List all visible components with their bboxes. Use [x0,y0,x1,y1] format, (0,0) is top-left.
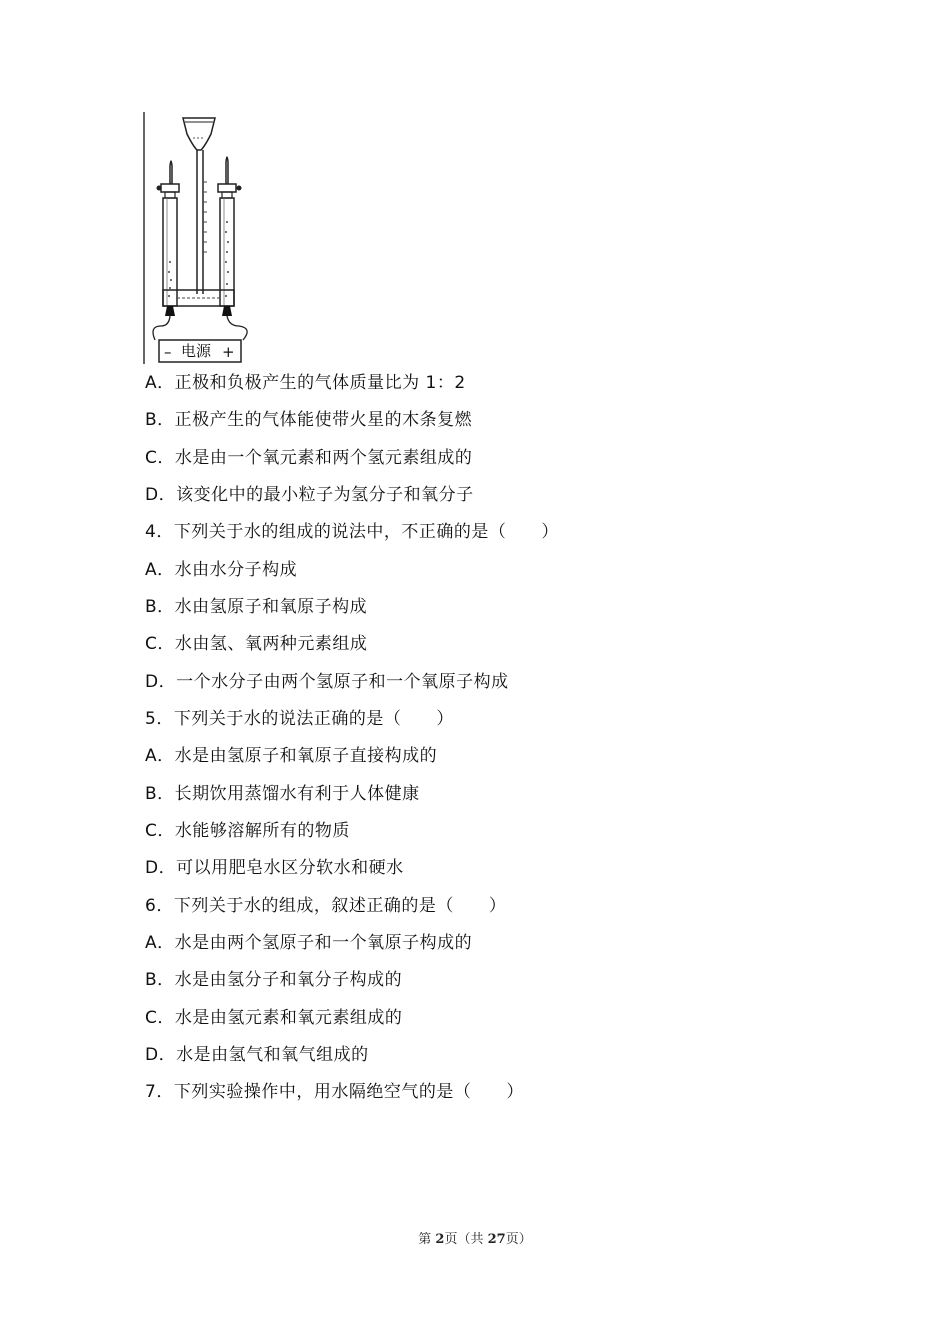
q6-stem: 6．下列关于水的组成，叙述正确的是（ ） [145,896,507,916]
power-minus-label: – [164,343,172,361]
q3-option-d: D．该变化中的最小粒子为氢分子和氧分子 [145,485,474,505]
q6-option-a: A．水是由两个氢原子和一个氧原子构成的 [145,933,473,953]
footer-page-number: 2 [435,1232,445,1247]
q5-option-a: A．水是由氢原子和氧原子直接构成的 [145,746,438,766]
q4-option-b: B．水由氢原子和氧原子构成 [145,597,368,617]
q4-option-a: A．水由水分子构成 [145,560,298,580]
footer-suffix: 页） [505,1232,532,1247]
q5-option-c: C．水能够溶解所有的物质 [145,821,350,841]
q3-option-c: C．水是由一个氧元素和两个氢元素组成的 [145,448,473,468]
power-source-label: 电源 [181,342,212,360]
q6-option-b: B．水是由氢分子和氧分子构成的 [145,970,403,990]
footer-middle: 页（共 [444,1232,488,1247]
q3-option-a: A．正极和负极产生的气体质量比为 1：2 [145,373,466,393]
electrolysis-apparatus-figure [143,112,255,364]
q5-option-d: D．可以用肥皂水区分软水和硬水 [145,858,404,878]
q5-stem: 5．下列关于水的说法正确的是（ ） [145,709,454,729]
footer-total-pages: 27 [487,1232,506,1247]
q4-option-c: C．水由氢、氧两种元素组成 [145,634,368,654]
footer-prefix: 第 [418,1232,436,1247]
page-footer [0,1228,950,1247]
q3-option-b: B．正极产生的气体能使带火星的木条复燃 [145,410,473,430]
q6-option-c: C．水是由氢元素和氧元素组成的 [145,1008,403,1028]
power-plus-label: + [222,343,235,361]
q5-option-b: B．长期饮用蒸馏水有利于人体健康 [145,784,420,804]
q4-stem: 4．下列关于水的组成的说法中，不正确的是（ ） [145,522,559,542]
q6-option-d: D．水是由氢气和氧气组成的 [145,1045,369,1065]
q4-option-d: D．一个水分子由两个氢原子和一个氧原子构成 [145,672,509,692]
q7-stem: 7．下列实验操作中，用水隔绝空气的是（ ） [145,1082,524,1102]
